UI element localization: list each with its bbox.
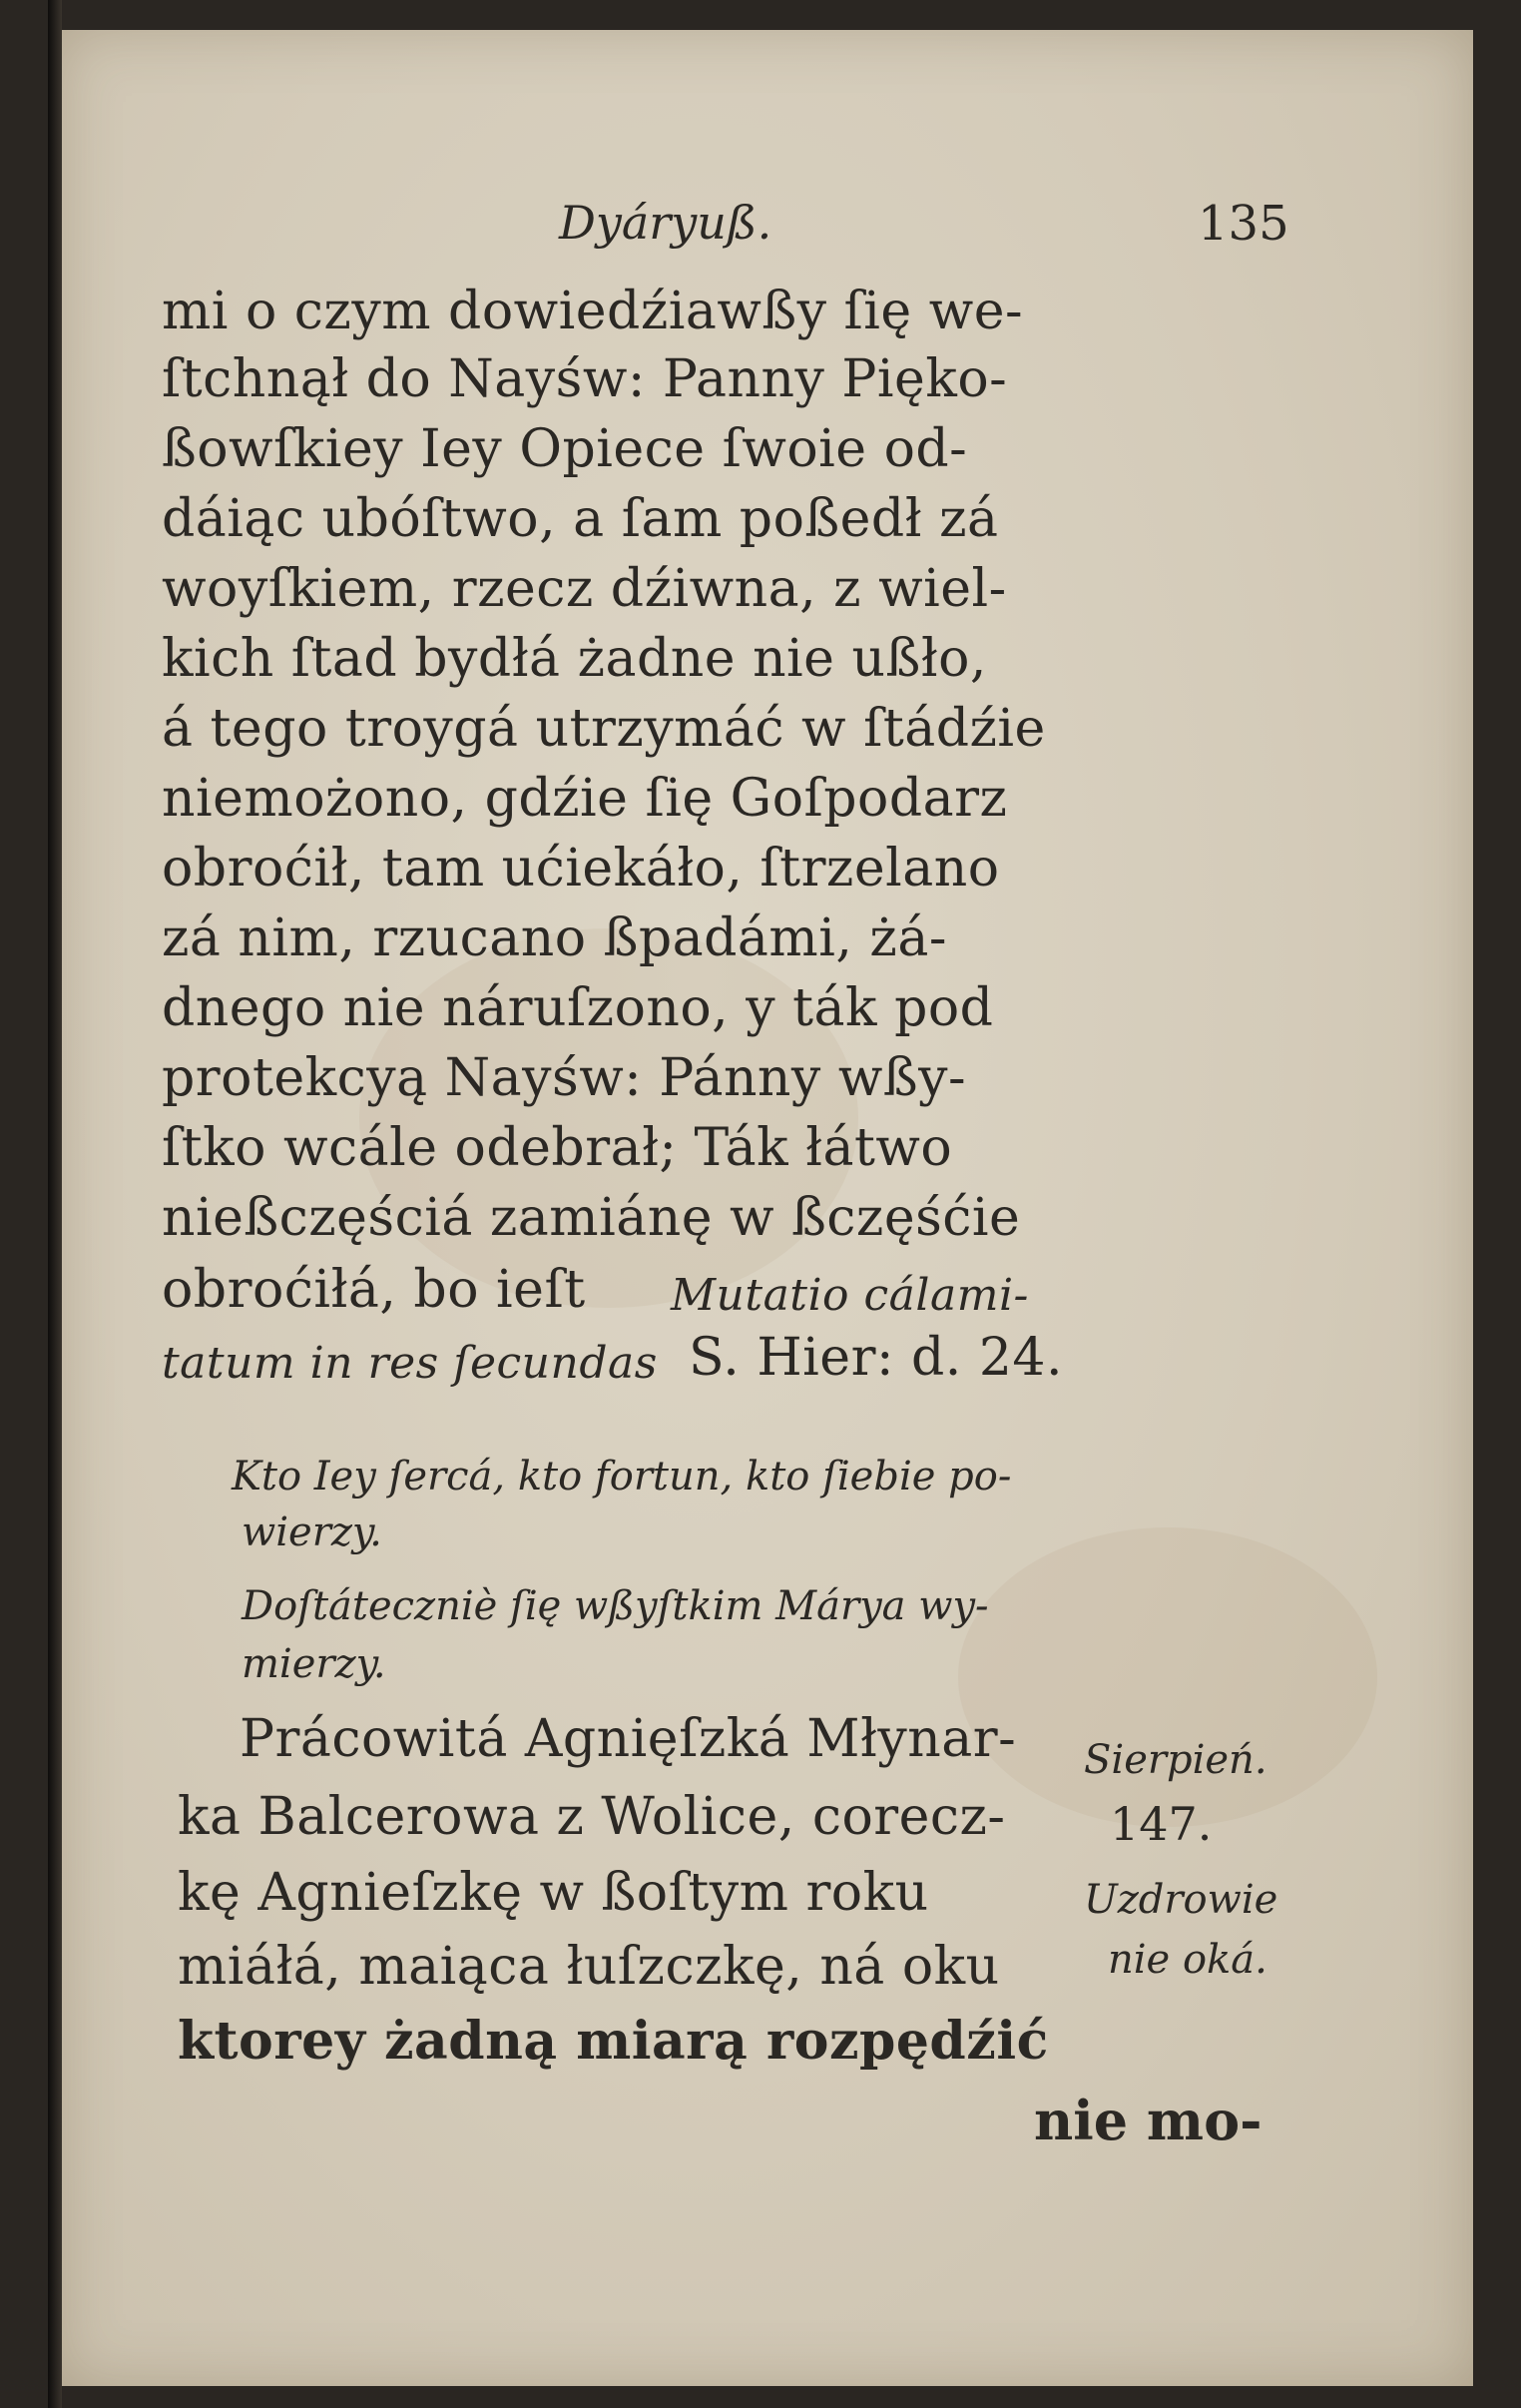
binding-gutter xyxy=(48,0,62,2408)
body-line: ktorey żadną miarą rozpędźić xyxy=(178,2011,1049,2072)
margin-note: Uzdrowie xyxy=(1084,1877,1278,1923)
latin-inline: Mutatio cálami- xyxy=(671,1270,1029,1321)
body-line: kich ſtad bydłá żadne nie ußło, xyxy=(162,629,987,689)
body-line: ſtchnął do Nayśw: Panny Pięko- xyxy=(162,349,1008,409)
body-line: ßowſkiey Iey Opiece ſwoie od- xyxy=(162,419,968,479)
verse-line: wierzy. xyxy=(242,1509,382,1555)
body-line: woyſkiem, rzecz dźiwna, z wiel- xyxy=(162,559,1007,619)
body-line: kę Agnieſzkę w ßoſtym roku xyxy=(178,1863,929,1923)
body-line: zá nim, rzucano ßpadámi, żá- xyxy=(162,908,947,968)
body-line: nießczęściá zamiánę w ßczęśćie xyxy=(162,1188,1021,1248)
margin-number: 147. xyxy=(1110,1797,1213,1851)
body-line: obroćiłá, bo ieſt xyxy=(162,1260,586,1320)
body-line: dáiąc ubóſtwo, a ſam poßedł zá xyxy=(162,489,999,549)
body-line: protekcyą Nayśw: Pánny wßy- xyxy=(162,1048,967,1108)
body-line: ka Balcerowa z Wolice, corecz- xyxy=(178,1787,1006,1847)
verse-line: Kto Iey ſercá, kto fortun, kto ſiebie po- xyxy=(232,1454,1012,1500)
body-line: miáłá, maiąca łuſzczkę, ná oku xyxy=(178,1937,1000,1997)
citation: S. Hier: d. 24. xyxy=(689,1328,1064,1388)
body-line: mi o czym dowiedźiawßy ſię we- xyxy=(162,282,1024,341)
body-line: á tego troygá utrzymáć w ſtádźie xyxy=(162,699,1046,759)
catchword: nie mo- xyxy=(1034,2089,1263,2152)
running-head: Dyáryuß. xyxy=(559,196,772,250)
body-line: dnego nie náruſzono, y ták pod xyxy=(162,978,994,1038)
verse-line: Doſtáteczniè ſię wßyſtkim Márya wy- xyxy=(242,1583,989,1629)
body-line: obroćił, tam ućiekáło, ſtrzelano xyxy=(162,839,1000,899)
verse-line: mierzy. xyxy=(242,1641,386,1687)
page-number: 135 xyxy=(1198,196,1289,252)
body-line: ſtko wcále odebrał; Ták łátwo xyxy=(162,1118,953,1178)
body-line: niemożono, gdźie ſię Goſpodarz xyxy=(162,769,1008,829)
margin-month: Sierpień. xyxy=(1084,1737,1268,1783)
margin-note: nie oká. xyxy=(1108,1937,1268,1983)
body-line: Prácowitá Agnięſzká Młynar- xyxy=(240,1709,1017,1769)
latin-inline: tatum in res ſecundas xyxy=(162,1338,658,1389)
